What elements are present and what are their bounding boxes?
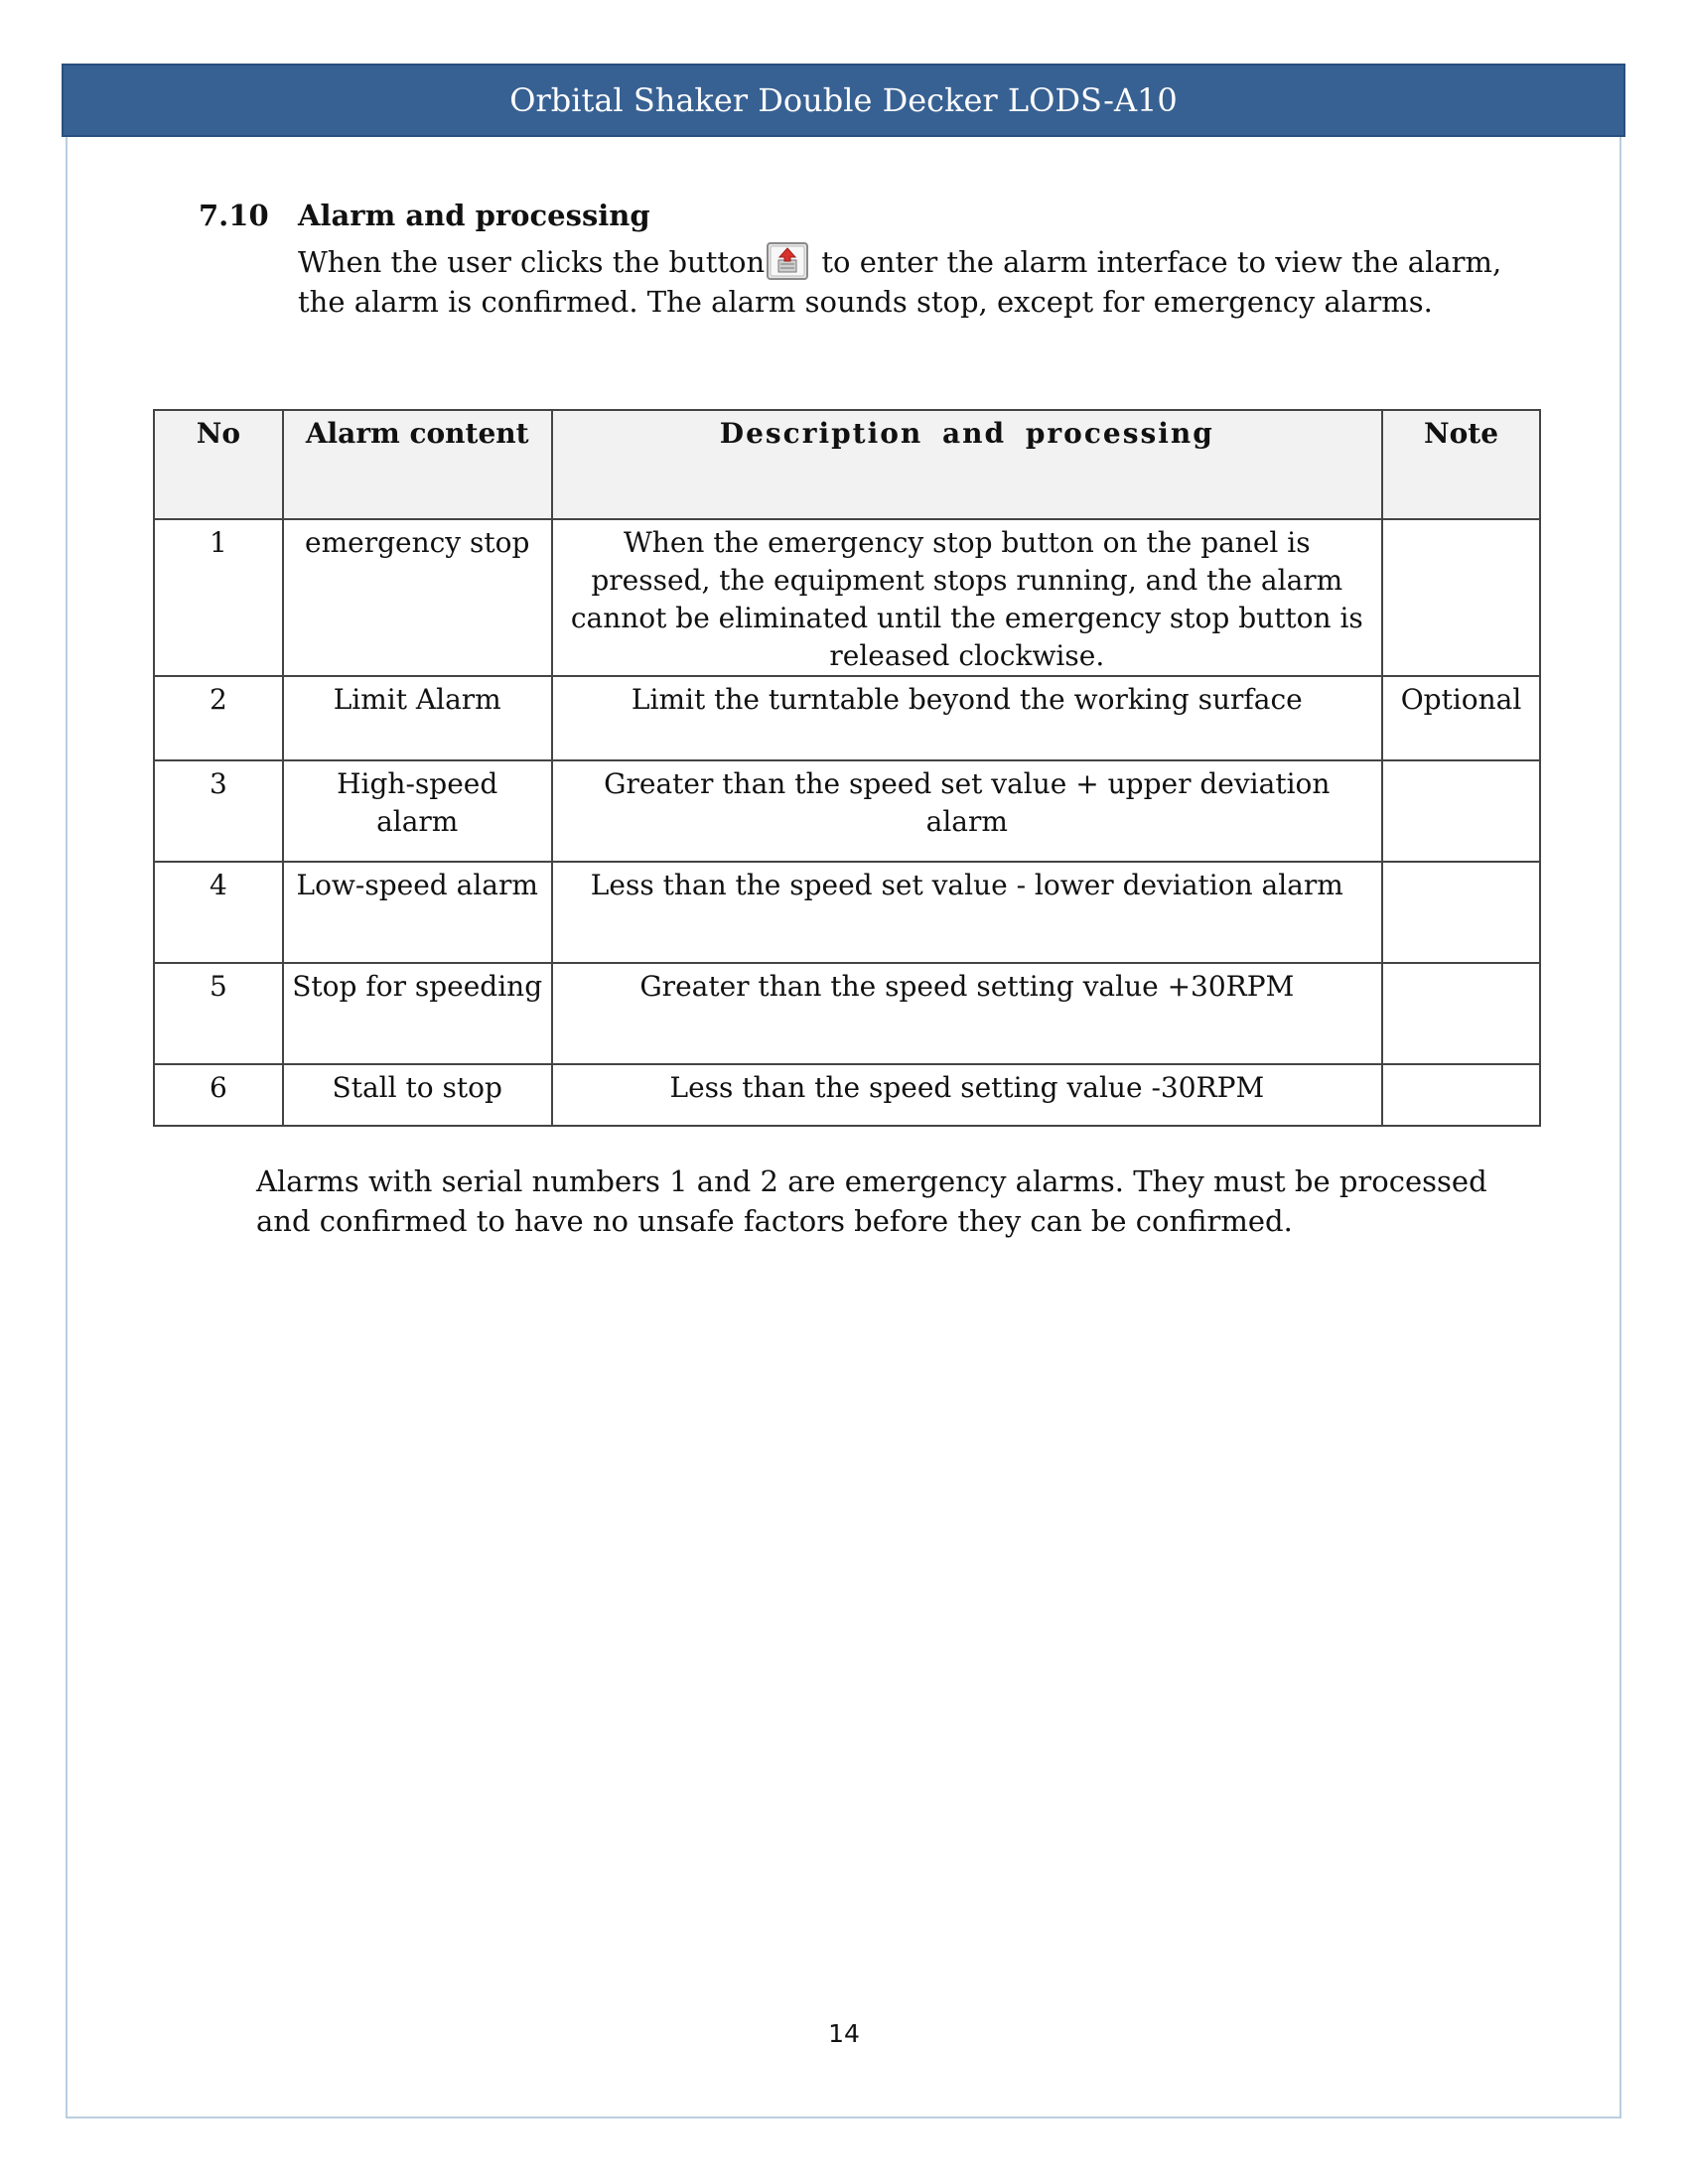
cell-no: 1 <box>154 519 283 676</box>
cell-no: 3 <box>154 760 283 862</box>
table-row <box>154 862 1540 963</box>
cell-note <box>1382 1064 1540 1126</box>
emergency-alarm-note: Alarms with serial numbers 1 and 2 are emergency alarms. They must be processed and confirmed to have no unsafe factors before they can be confirmed. <box>256 1164 1487 1238</box>
cell-alarm-content: High-speed alarm <box>283 760 552 862</box>
cell-note <box>1382 519 1540 676</box>
section-number: 7.10 <box>199 199 269 232</box>
page-number: 14 <box>828 2019 860 2048</box>
cell-note <box>1382 963 1540 1064</box>
header-note: Note <box>1382 410 1540 519</box>
intro-paragraph <box>298 242 1539 322</box>
cell-alarm-content: Stop for speeding <box>283 963 552 1064</box>
alarm-button-icon <box>767 242 808 280</box>
table-row <box>154 1064 1540 1126</box>
cell-alarm-content: Limit Alarm <box>283 676 552 760</box>
table-row <box>154 963 1540 1064</box>
table-row <box>154 676 1540 760</box>
cell-no: 5 <box>154 963 283 1064</box>
cell-note: Optional <box>1382 676 1540 760</box>
cell-description: Less than the speed set value - lower deviation alarm <box>552 862 1382 963</box>
header-description: Description and processing <box>552 410 1382 519</box>
header-no: No <box>154 410 283 519</box>
intro-text-start: When the user clicks the button <box>298 245 766 279</box>
cell-description: Less than the speed setting value -30RPM <box>552 1064 1382 1126</box>
section-heading <box>199 199 650 232</box>
table-row <box>154 760 1540 862</box>
cell-alarm-content: Low-speed alarm <box>283 862 552 963</box>
header-alarm-content: Alarm content <box>283 410 552 519</box>
document-header <box>62 64 1625 137</box>
cell-no: 2 <box>154 676 283 760</box>
cell-description: Greater than the speed set value + upper deviation alarm <box>552 760 1382 862</box>
alarm-table <box>153 409 1541 1127</box>
cell-description: Limit the turntable beyond the working surface <box>552 676 1382 760</box>
cell-note <box>1382 760 1540 862</box>
cell-description: Greater than the speed setting value +30RPM <box>552 963 1382 1064</box>
cell-alarm-content: emergency stop <box>283 519 552 676</box>
cell-description: When the emergency stop button on the panel is pressed, the equipment stops running, and the alarm cannot be eliminated until the emergency stop button is released clockwise. <box>552 519 1382 676</box>
cell-alarm-content: Stall to stop <box>283 1064 552 1126</box>
table-row <box>154 519 1540 676</box>
section-title: Alarm and processing <box>298 199 650 232</box>
cell-no: 4 <box>154 862 283 963</box>
header-title: Orbital Shaker Double Decker LODS-A10 <box>509 81 1178 119</box>
table-header-row <box>154 410 1540 519</box>
cell-no: 6 <box>154 1064 283 1126</box>
intro-text-end: to enter the alarm interface to view the alarm, the alarm is confirmed. The alarm sounds stop, except for emergency alarms. <box>298 245 1502 319</box>
cell-note <box>1382 862 1540 963</box>
